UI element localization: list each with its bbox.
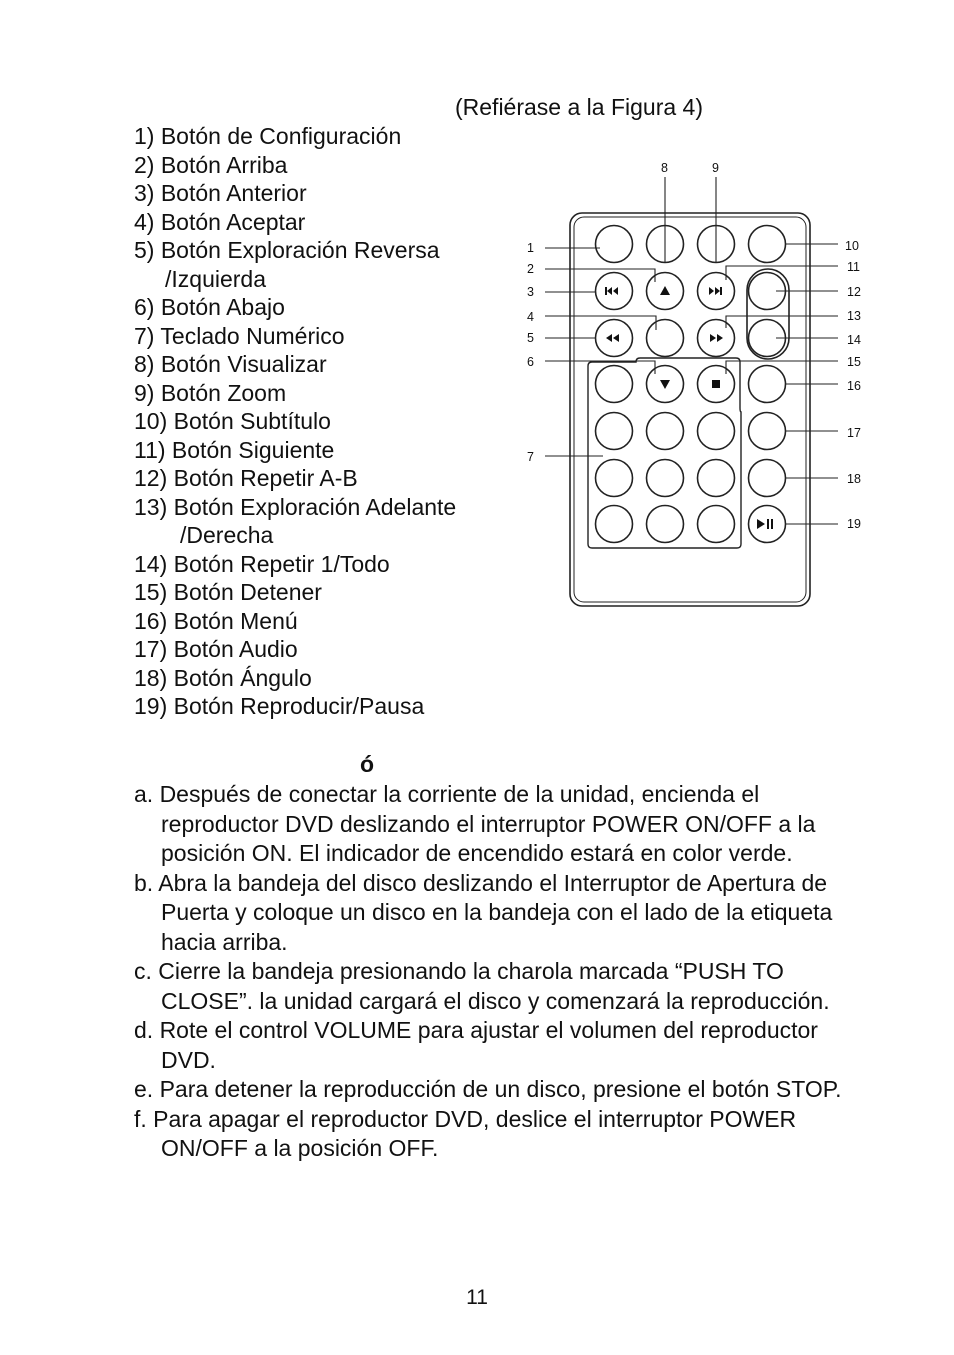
callout-label: 5 <box>527 331 534 345</box>
figure-reference: (Refiérase a la Figura 4) <box>455 94 703 120</box>
instruction-item: c. Cierre la bandeja presionando la charola marcada “PUSH TO CLOSE”. la unidad cargará el disco y comenzará la reproducción. <box>134 958 830 1014</box>
list-item: 1) Botón de Configuración <box>134 123 402 149</box>
stop-square-icon <box>712 380 720 388</box>
keypad-key <box>647 460 684 497</box>
button-list <box>134 122 456 721</box>
menu-button-icon <box>749 366 786 403</box>
keypad-key <box>698 460 735 497</box>
audio-button-icon <box>749 413 786 450</box>
keypad-key <box>647 413 684 450</box>
callout-label: 4 <box>527 310 534 324</box>
list-item: 17) Botón Audio <box>134 636 298 662</box>
callout-label: 16 <box>847 379 861 393</box>
callout-label: 19 <box>847 517 861 531</box>
callout-label: 15 <box>847 355 861 369</box>
instruction-list <box>134 780 874 1164</box>
remote-body <box>570 213 810 606</box>
keypad-key <box>596 506 633 543</box>
keypad-key <box>596 413 633 450</box>
instruction-item: d. Rote el control VOLUME para ajustar el volumen del reproductor DVD. <box>134 1017 818 1073</box>
list-item: 2) Botón Arriba <box>134 151 288 178</box>
list-item: 18) Botón Ángulo <box>134 664 312 691</box>
remote-body-inner <box>574 217 806 602</box>
callout-label: 3 <box>527 285 534 299</box>
list-item: 12) Botón Repetir A-B <box>134 465 358 491</box>
list-item: 7) Teclado Numérico <box>134 322 345 349</box>
remote-diagram <box>515 150 875 610</box>
next-icon <box>709 287 722 295</box>
rewind-icon <box>606 334 619 342</box>
list-item: 10) Botón Subtítulo <box>134 408 331 434</box>
keypad-key <box>698 506 735 543</box>
instruction-item: a. Después de conectar la corriente de la unidad, encienda el reproductor DVD deslizando el interruptor POWER ON/OFF a la posición ON. El indicador de encendido estará en color verde. <box>134 781 816 866</box>
list-item: 13) Botón Exploración Adelante /Derecha <box>134 493 457 548</box>
keypad-key <box>647 506 684 543</box>
list-item: 3) Botón Anterior <box>134 180 307 206</box>
callout-label: 7 <box>527 450 534 464</box>
list-item: 8) Botón Visualizar <box>134 351 327 377</box>
angle-button-icon <box>749 460 786 497</box>
callout-lines <box>545 177 838 524</box>
list-item: 6) Botón Abajo <box>134 294 285 320</box>
subtitle-button-icon <box>749 226 786 263</box>
callout-label: 18 <box>847 472 861 486</box>
callout-label: 9 <box>712 161 719 175</box>
instruction-item: e. Para detener la reproducción de un disco, presione el botón STOP. <box>134 1076 842 1102</box>
setup-button-icon <box>596 226 633 263</box>
section-heading: ó <box>360 751 375 777</box>
list-item: 19) Botón Reproducir/Pausa <box>134 693 425 719</box>
callout-label: 17 <box>847 426 861 440</box>
previous-icon <box>605 287 618 295</box>
callout-label: 12 <box>847 285 861 299</box>
list-item: 11) Botón Siguiente <box>134 436 335 463</box>
callout-label: 8 <box>661 161 668 175</box>
forward-icon <box>710 334 723 342</box>
callout-label: 10 <box>845 239 859 253</box>
play-pause-icon <box>757 519 773 529</box>
up-arrow-icon <box>660 286 670 295</box>
callout-label: 14 <box>847 333 861 347</box>
instruction-item: f. Para apagar el reproductor DVD, deslice el interruptor POWER ON/OFF a la posición OFF. <box>134 1105 797 1161</box>
list-item: 16) Botón Menú <box>134 607 298 634</box>
callout-label: 13 <box>847 309 861 323</box>
down-arrow-icon <box>660 380 670 389</box>
callout-label: 1 <box>527 241 534 255</box>
list-item: 9) Botón Zoom <box>134 379 287 406</box>
page-number: 11 <box>466 1286 488 1309</box>
keypad-key <box>698 413 735 450</box>
enter-button-icon <box>647 320 684 357</box>
keypad-key <box>596 366 633 403</box>
callout-label: 11 <box>847 260 860 274</box>
instruction-item: b. Abra la bandeja del disco deslizando el Interruptor de Apertura de Puerta y coloque un disco en la bandeja con el lado de la etiqueta hacia arriba. <box>134 869 833 955</box>
callout-label: 2 <box>527 262 534 276</box>
list-item: 4) Botón Aceptar <box>134 208 306 235</box>
list-item: 15) Botón Detener <box>134 579 322 605</box>
list-item: 5) Botón Exploración Reversa /Izquierda <box>134 237 440 292</box>
list-item: 14) Botón Repetir 1/Todo <box>134 550 390 577</box>
keypad-key <box>596 460 633 497</box>
callout-label: 6 <box>527 355 534 369</box>
